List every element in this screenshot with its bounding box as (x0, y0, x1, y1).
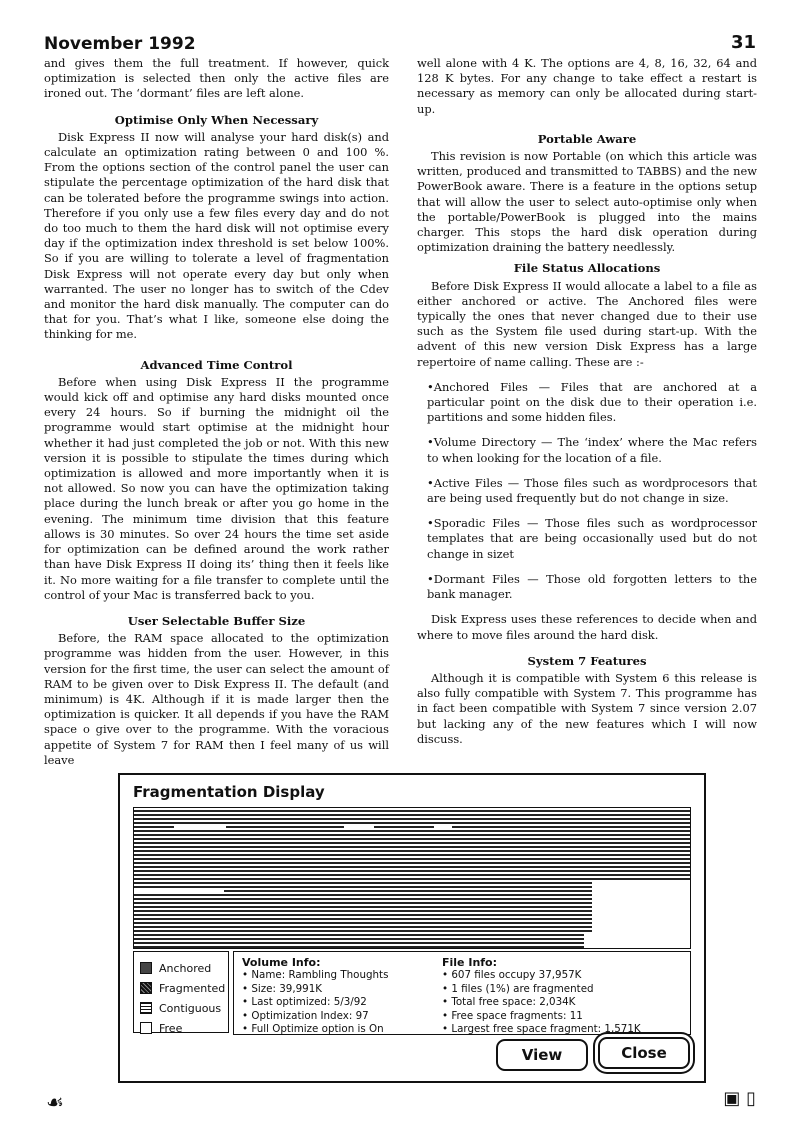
paragraph: well alone with 4 K. The options are 4, 8, 16, 32, 64 and 128 K bytes. For any change to take effect a restart is necessary as memory can only be allocated during start-up. (417, 56, 757, 116)
bullet-item: •Active Files — Those files such as wordprocesors that are being used frequently but do not change in size. (427, 475, 757, 506)
section-heading: Portable Aware (537, 131, 637, 146)
volume-info-line: • Full Optimize option is On (242, 1023, 384, 1036)
paragraph: Although it is compatible with System 6 this release is also fully compatible with System 7. This programme has in fact been compatible with System 7 since version 2.07 but lacking any of the new features which I will now discuss. (417, 670, 757, 746)
paragraph: and gives them the full treatment. If however, quick optimization is selected then only the active files are ironed out. The ‘dormant’ files are left alone. (44, 56, 389, 101)
legend-item (140, 978, 228, 998)
computer-icons: ▣ ▯ (723, 1088, 756, 1109)
free-block (592, 880, 690, 934)
view-button[interactable]: View (496, 1039, 588, 1071)
legend-label: Anchored (159, 961, 212, 975)
paragraph: Before when using Disk Express II the programme would kick off and optimise any hard disks mounted once every 24 hours. So if burning the midnight oil the programme would start optimise at the midnight hour whether it had just completed the job or not. With this new version it is possible to stipulate the times during which optimization is allowed and more importantly when it is not allowed. So now you can have the optimization taking place during the lunch break or after you go home in the evening. The minimum time division that this feature allows is 30 minutes. So over 24 hours the time set aside for optimization can be defined around the work rather than have Disk Express II doing its’ thing then it feels like it. No more waiting for a file transfer to complete until the control of your Mac is transferred back to you. (44, 374, 389, 602)
free-swatch (140, 1022, 152, 1034)
ornament-icon: ☙ (46, 1090, 64, 1114)
section-heading: File Status Allocations (513, 261, 661, 276)
volume-info (242, 956, 388, 1036)
legend-item (140, 1018, 228, 1038)
bullet-item: •Dormant Files — Those old forgotten letters to the bank manager. (427, 571, 757, 602)
legend-label: Free (159, 1021, 183, 1035)
legend-item (140, 958, 228, 978)
legend-item (140, 998, 228, 1018)
file-info-line: • Largest free space fragment: 1,571K (442, 1023, 641, 1036)
page-number: 31 (730, 32, 756, 53)
free-space-band (584, 934, 690, 948)
volume-info-line: • Optimization Index: 97 (242, 1009, 369, 1022)
volume-info-title: Volume Info: (242, 956, 321, 969)
right-column (417, 56, 757, 747)
paragraph: Before, the RAM space allocated to the optimization programme was hidden from the user. However, in this version for the first time, the user can select the amount of RAM to be given over to Disk Express II. The default (and minimum) is 4K. Although if it is made larger then the optimization is quicker. It all depends if you have the RAM space o give over to the programme. With the voracious appetite of System 7 for RAM then I feel many of us will leave (44, 631, 389, 767)
file-info-title: File Info: (442, 956, 498, 969)
paragraph: Disk Express uses these references to decide when and where to move files around the hard disk. (417, 612, 757, 642)
volume-info-line: • Size: 39,991K (242, 982, 323, 995)
section-heading: User Selectable Buffer Size (127, 613, 306, 628)
volume-info-line: • Name: Rambling Thoughts (242, 969, 389, 982)
bullet-item: •Sporadic Files — Those files such as wordprocessor templates that are being occasionally used but do not change in sizet (427, 516, 757, 561)
free-block (134, 890, 224, 893)
free-block (174, 824, 226, 828)
close-button[interactable]: Close (598, 1037, 690, 1069)
paragraph: Disk Express II now will analyse your hard disk(s) and calculate an optimization rating between 0 and 100 %. From the options section of the control panel the user can stipulate the percentage optimization of the hard disk that can be tolerated before the programme swings into action. Therefore if you only use a few files every day and do not do too much to them the hard disk will not optimise every day if the optimization index threshold is set below 100%. So if you are willing to tolerate a level of fragmentation Disk Express will not operate every day but only when warranted. The user no longer has to switch of the Cdev and monitor the hard disk manually. The computer can do that for you. That’s what I like, someone else doing the thinking for me. (44, 129, 389, 342)
disk-map (133, 807, 691, 949)
left-column (44, 56, 389, 768)
volume-info-line: • Last optimized: 5/3/92 (242, 996, 367, 1009)
file-info-line: • Total free space: 2,034K (442, 996, 576, 1009)
info-panel (233, 951, 691, 1035)
free-block (434, 824, 452, 828)
legend-label: Fragmented (159, 981, 226, 995)
contiguous-swatch (140, 1002, 152, 1014)
bullet-item: •Anchored Files — Files that are anchored at a particular point on the disk due to their operation i.e. partitions and some hidden files. (427, 379, 757, 425)
file-info (442, 956, 641, 1036)
section-heading: Advanced Time Control (140, 357, 293, 372)
section-heading: Optimise Only When Necessary (114, 112, 319, 127)
section-heading: System 7 Features (527, 653, 647, 668)
free-block (344, 824, 374, 828)
anchored-swatch (140, 962, 152, 974)
bullet-item: •Volume Directory — The ‘index’ where the Mac refers to when looking for the location of a file. (427, 435, 757, 465)
file-info-line: • 607 files occupy 37,957K (442, 969, 582, 982)
legend-label: Contiguous (159, 1001, 222, 1015)
file-info-line: • 1 files (1%) are fragmented (442, 982, 594, 995)
file-info-line: • Free space fragments: 11 (442, 1009, 583, 1022)
issue-date: November 1992 (44, 34, 196, 54)
legend (133, 951, 229, 1033)
fragmentation-dialog (118, 773, 706, 1083)
fragmented-swatch (140, 982, 152, 994)
paragraph: This revision is now Portable (on which this article was written, produced and transmitted to TABBS) and the new PowerBook aware. There is a feature in the options setup that will allow the user to select auto-optimise only when the portable/PowerBook is plugged into the mains charger. This stops the hard disk operation during optimization draining the battery needlessly. (417, 149, 757, 255)
dialog-title: Fragmentation Display (133, 783, 325, 801)
paragraph: Before Disk Express II would allocate a label to a file as either anchored or active. The Anchored files were typically the ones that never changed due to their use such as the System file used during start-up. With the advent of this new version Disk Express has a large repertoire of name calling. These are :- (417, 278, 757, 369)
